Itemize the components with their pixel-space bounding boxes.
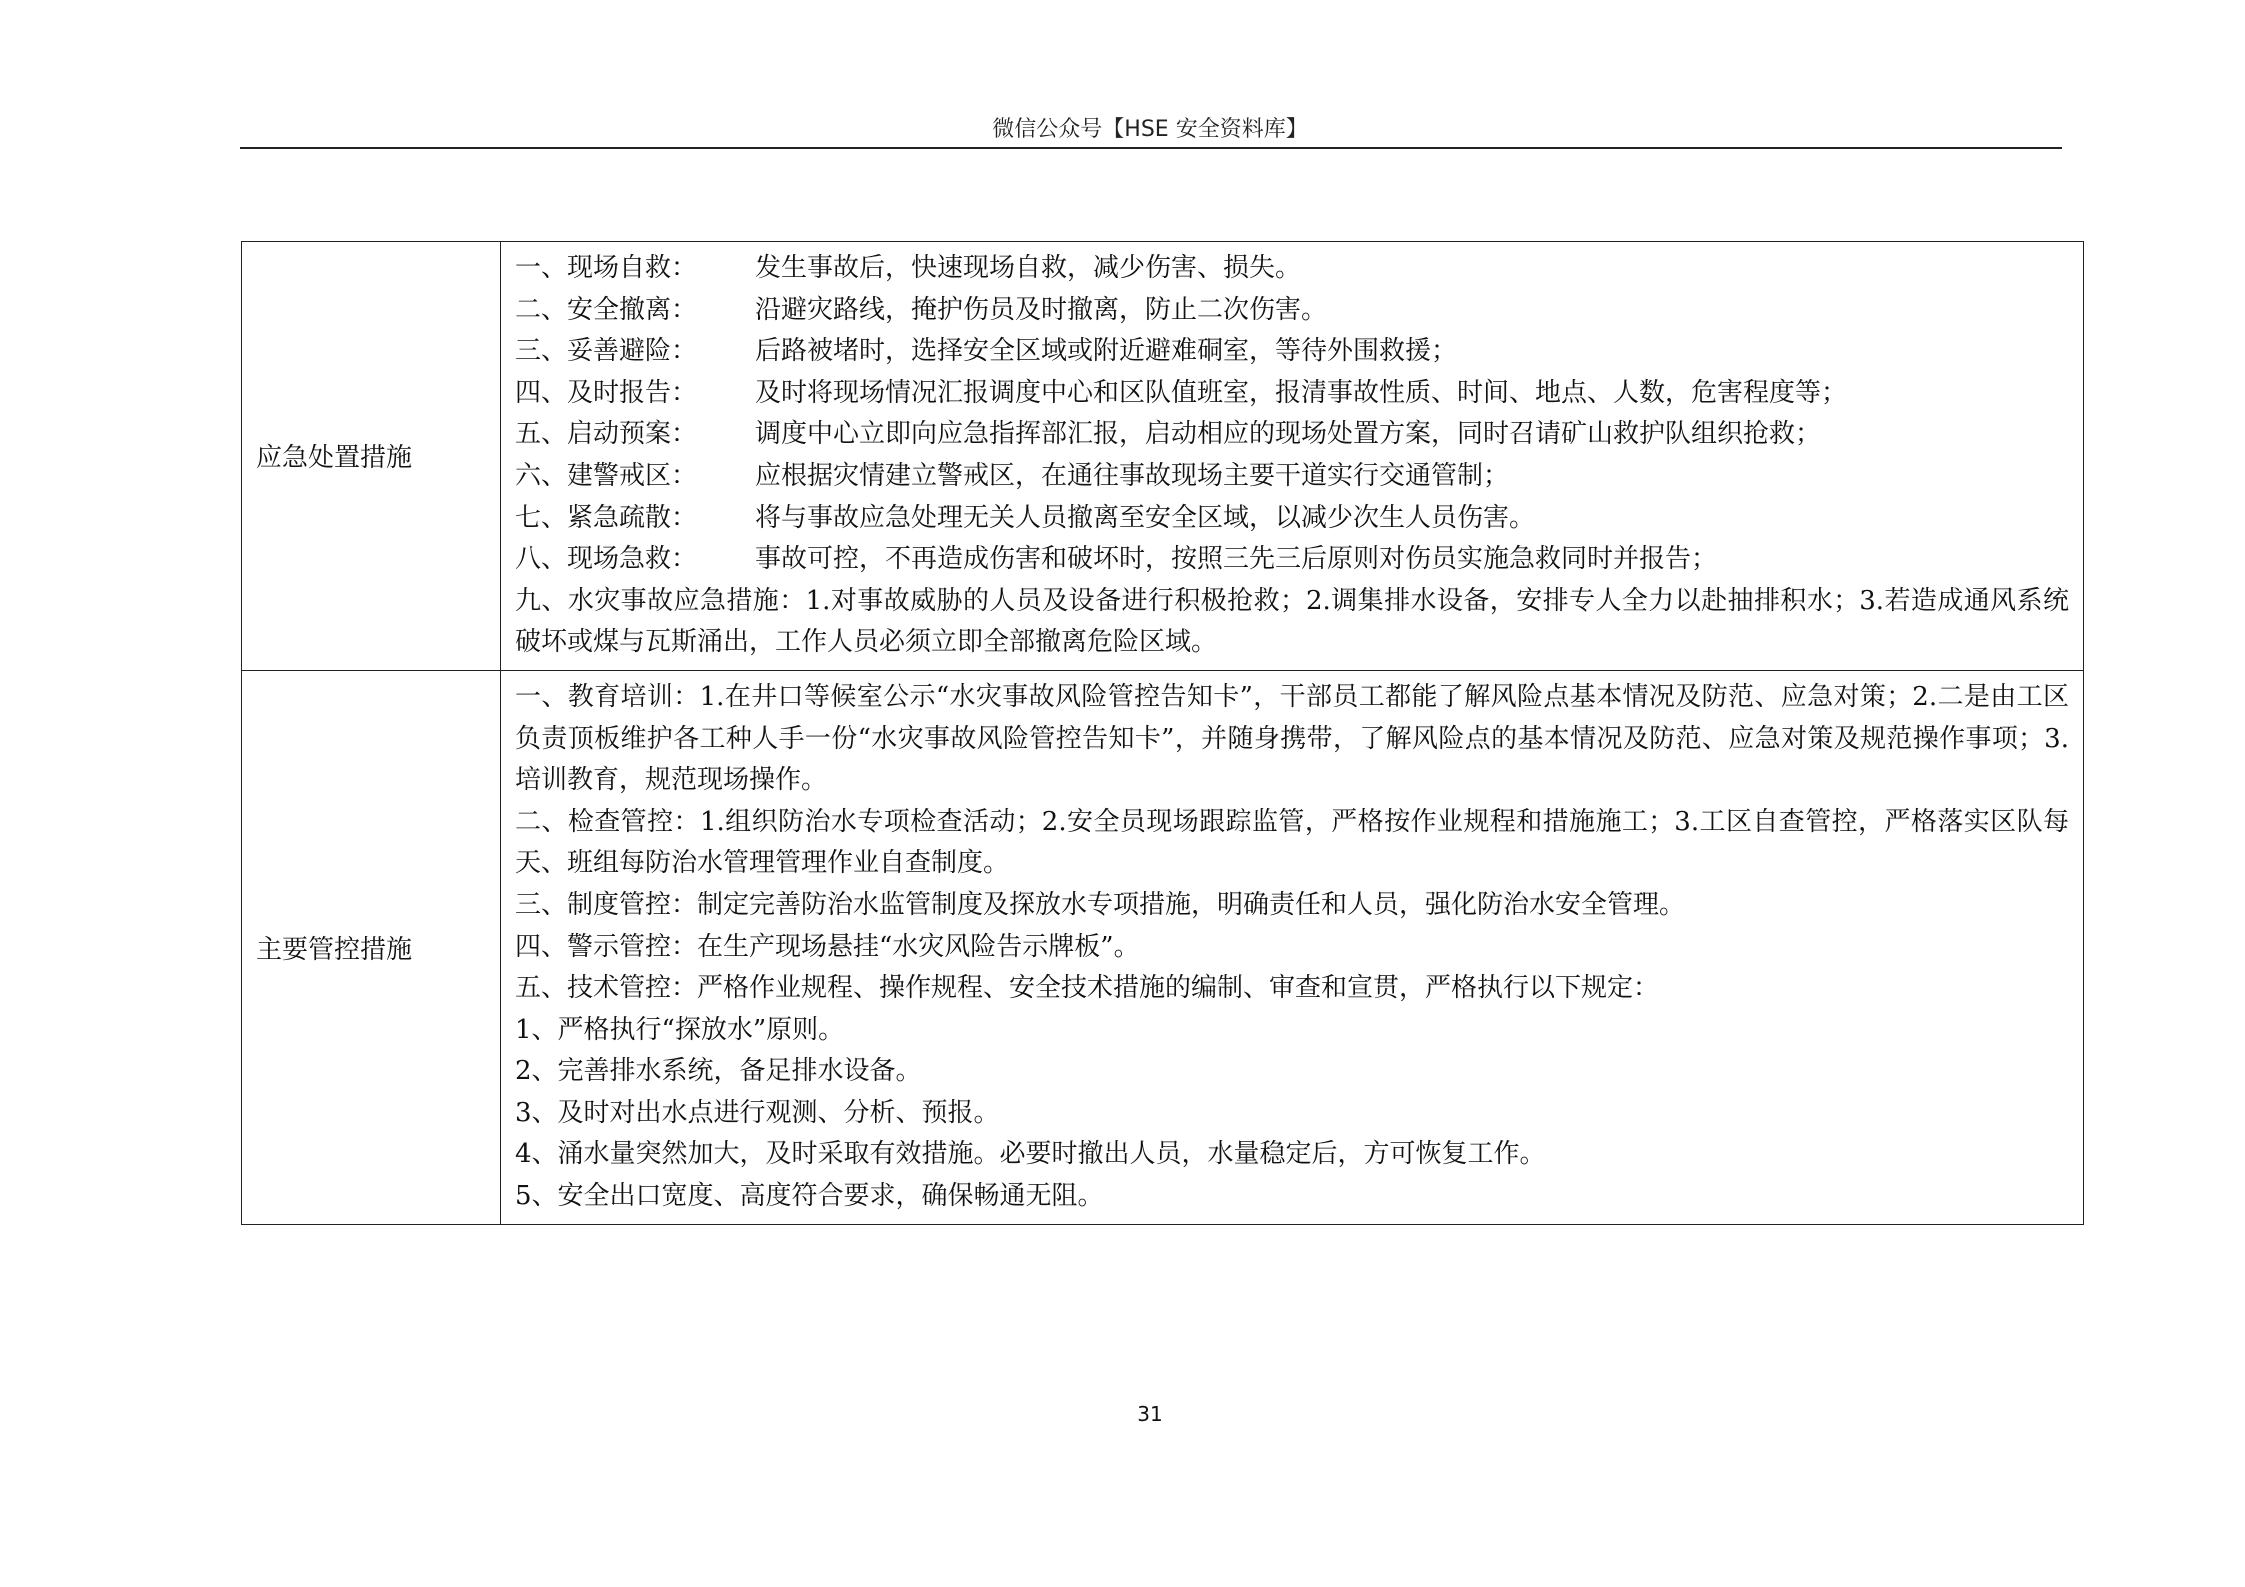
row-label-control: 主要管控措施: [242, 670, 501, 1224]
list-item: 六、建警戒区： 应根据灾情建立警戒区，在通往事故现场主要干道实行交通管制；: [515, 460, 1510, 491]
list-item: 八、现场急救： 事故可控，不再造成伤害和破坏时，按照三先三后原则对伤员实施急救同时并报告；: [515, 544, 1718, 575]
control-paragraph: 二、检查管控：1.组织防治水专项检查活动；2.安全员现场跟踪监管，严格按作业规程和措施施工；3.工区自查管控，严格落实区队每天、班组每防治水管理管理作业自查制度。: [515, 806, 2069, 879]
control-paragraph: 5、安全出口宽度、高度符合要求，确保畅通无阻。: [515, 1181, 1104, 1212]
control-paragraph: 1、严格执行“探放水”原则。: [515, 1014, 845, 1045]
list-item: 四、及时报告： 及时将现场情况汇报调度中心和区队值班室，报清事故性质、时间、地点、人数，危害程度等；: [515, 377, 1848, 408]
control-measures-cell: [501, 670, 2084, 1224]
list-item: 五、启动预案： 调度中心立即向应急指挥部汇报，启动相应的现场处置方案，同时召请矿山救护队组织抢救；: [515, 419, 1822, 450]
header-divider: [240, 147, 2062, 149]
control-paragraph: 4、涌水量突然加大，及时采取有效措施。必要时撤出人员，水量稳定后，方可恢复工作。: [515, 1139, 1546, 1170]
page-number: 31: [1137, 1402, 1163, 1426]
list-item: 二、安全撤离： 沿避灾路线，掩护伤员及时撤离，防止二次伤害。: [515, 294, 1328, 325]
control-paragraph: 四、警示管控：在生产现场悬挂“水灾风险告示牌板”。: [515, 931, 1140, 962]
control-paragraph: 2、完善排水系统，备足排水设备。: [515, 1056, 922, 1087]
control-paragraph: 五、技术管控：严格作业规程、操作规程、安全技术措施的编制、审查和宣贯，严格执行以下规定：: [515, 973, 1660, 1004]
control-paragraph: 三、制度管控：制定完善防治水监管制度及探放水专项措施，明确责任和人员，强化防治水安全管理。: [515, 889, 1686, 920]
control-paragraph: 一、教育培训：1.在井口等候室公示“水灾事故风险管控告知卡”，干部员工都能了解风险点基本情况及防范、应急对策；2.二是由工区负责顶板维护各工种人手一份“水灾事故风险管控告知卡”，并随身携带，了解风险点的基本情况及防范、应急对策及规范操作事项；3.培训教育，规范现场操作。: [515, 681, 2069, 796]
measures-table: [241, 241, 2084, 1225]
emergency-measures-cell: [501, 242, 2084, 671]
list-item: 三、妥善避险： 后路被堵时，选择安全区域或附近避难硐室，等待外围救援；: [515, 336, 1458, 367]
flood-emergency-paragraph: 九、水灾事故应急措施：1.对事故威胁的人员及设备进行积极抢救；2.调集排水设备，安排专人全力以赴抽排积水；3.若造成通风系统破坏或煤与瓦斯涌出，工作人员必须立即全部撤离危险区域。: [515, 585, 2069, 658]
list-item: 一、现场自救： 发生事故后，快速现场自救，减少伤害、损失。: [515, 253, 1302, 283]
row-label-emergency: 应急处置措施: [242, 242, 501, 671]
list-item: 七、紧急疏散： 将与事故应急处理无关人员撤离至安全区域，以减少次生人员伤害。: [515, 502, 1536, 533]
control-paragraph: 3、及时对出水点进行观测、分析、预报。: [515, 1097, 1000, 1128]
page-header: 微信公众号【HSE 安全资料库】: [992, 117, 1308, 142]
table-row-control: [242, 670, 2084, 1224]
table-row-emergency: [242, 242, 2084, 671]
